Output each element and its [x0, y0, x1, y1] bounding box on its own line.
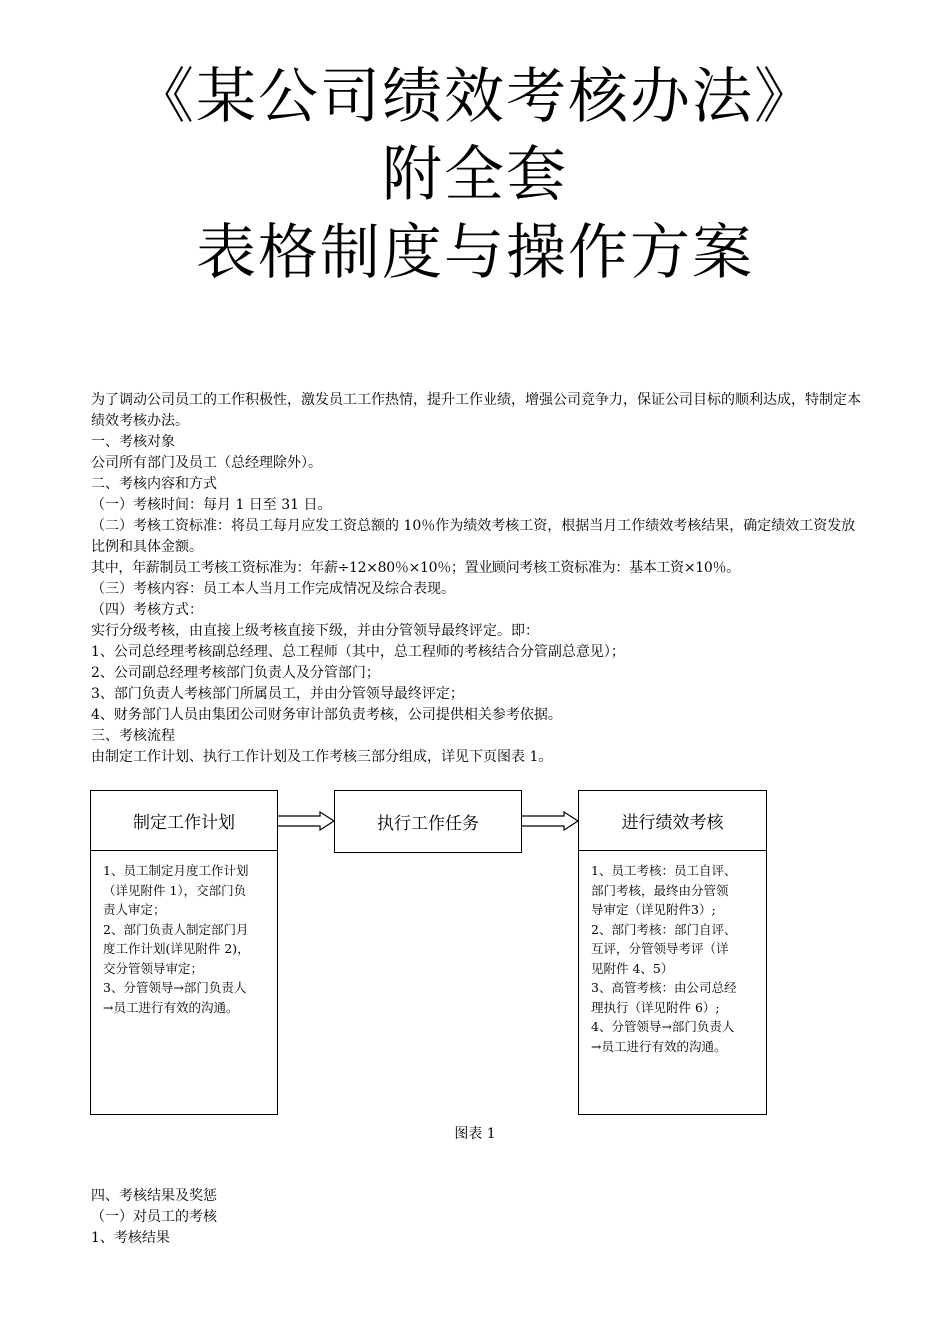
- box-evaluate-line: 见附件 4、5）: [591, 960, 674, 976]
- paragraph: 其中，年薪制员工考核工资标准为：年薪÷12×80％×10％；置业顾问考核工资标准为：基本工资×10％。: [91, 560, 740, 576]
- title-line-2: 附全套: [382, 140, 568, 210]
- body-text: [91, 390, 866, 768]
- arrow-icon: [278, 811, 336, 831]
- box-evaluate-line: 导审定（详见附件3）;: [591, 902, 716, 917]
- box-evaluate-header: [578, 790, 767, 851]
- section-heading-1: 一、考核对象: [91, 434, 175, 450]
- box-evaluate-line: 4、分管领导→部门负责人: [591, 1019, 735, 1034]
- paragraph: （一）考核时间：每月 1 日至 31 日。: [91, 497, 332, 513]
- box-execute-title: 执行工作任务: [377, 814, 479, 834]
- box-plan-line: 度工作计划(详见附件 2)，: [103, 941, 250, 956]
- box-evaluate-line: 部门考核，最终由分管领: [591, 882, 729, 898]
- figure-caption: 图表 1: [454, 1126, 496, 1142]
- box-evaluate-line: →员工进行有效的沟通。: [591, 1038, 727, 1054]
- box-plan-line: →员工进行有效的沟通。: [103, 999, 239, 1015]
- box-plan-header: [90, 790, 278, 851]
- paragraph: 由制定工作计划、执行工作计划及工作考核三部分组成，详见下页图表 1。: [91, 749, 553, 765]
- paragraph: （三）考核内容：员工本人当月工作完成情况及综合表现。: [91, 581, 455, 597]
- box-execute-header: [334, 790, 522, 853]
- section-heading-3: 三、考核流程: [91, 728, 175, 744]
- list-item: 1、公司总经理考核副总经理、总工程师（其中，总工程师的考核结合分管副总意见）；: [91, 644, 625, 660]
- paragraph: 公司所有部门及员工（总经理除外）。: [91, 455, 322, 471]
- paragraph: （四）考核方式：: [91, 602, 203, 618]
- box-plan-line: 1、员工制定月度工作计划: [103, 863, 249, 878]
- box-evaluate-line: 2、部门考核：部门自评、: [591, 921, 737, 937]
- box-evaluate-body: [578, 850, 767, 1115]
- tail-text: [91, 1186, 217, 1249]
- list-item: 4、财务部门人员由集团公司财务审计部负责考核，公司提供相关参考依据。: [91, 707, 562, 723]
- document-title: [0, 58, 950, 292]
- box-plan-body: [90, 850, 278, 1115]
- list-item: 2、公司副总经理考核部门负责人及分管部门；: [91, 665, 380, 681]
- box-evaluate-title: 进行绩效考核: [621, 813, 724, 833]
- section-heading-2: 二、考核内容和方式: [91, 476, 217, 492]
- intro-paragraph: 为了调动公司员工的工作积极性，激发员工工作热情，提升工作业绩，增强公司竞争力，保证公司目标的顺利达成，特制定本绩效考核办法。: [91, 392, 861, 429]
- title-line-3: 表格制度与操作方案: [196, 218, 754, 288]
- box-plan-line: 交分管领导审定；: [103, 960, 204, 976]
- box-plan-line: （详见附件 1），交部门负: [103, 882, 247, 898]
- box-plan-line: 责人审定；: [103, 902, 166, 917]
- subsection-heading: （一）对员工的考核: [91, 1209, 217, 1225]
- box-plan-line: 3、分管领导→部门负责人: [103, 980, 247, 995]
- box-plan-title: 制定工作计划: [133, 813, 235, 833]
- box-plan-line: 2、部门负责人制定部门月: [103, 921, 249, 937]
- list-item: 3、部门负责人考核部门所属员工，并由分管领导最终评定；: [91, 686, 464, 702]
- box-evaluate-line: 互评，分管领导考评（详: [591, 941, 729, 956]
- paragraph: （二）考核工资标准：将员工每月应发工资总额的 10％作为绩效考核工资，根据当月工作绩效考核结果，确定绩效工资发放比例和具体金额。: [91, 518, 856, 555]
- box-evaluate-line: 理执行（详见附件 6）;: [591, 999, 720, 1015]
- paragraph: 实行分级考核，由直接上级考核直接下级，并由分管领导最终评定。即：: [91, 623, 539, 639]
- arrow-icon: [522, 811, 580, 831]
- title-line-1: 《某公司绩效考核办法》: [134, 62, 816, 132]
- box-evaluate-line: 1、员工考核：员工自评、: [591, 863, 737, 878]
- section-heading-4: 四、考核结果及奖惩: [91, 1188, 217, 1204]
- box-evaluate-line: 3、高管考核：由公司总经: [591, 980, 737, 995]
- list-item: 1、考核结果: [91, 1230, 170, 1246]
